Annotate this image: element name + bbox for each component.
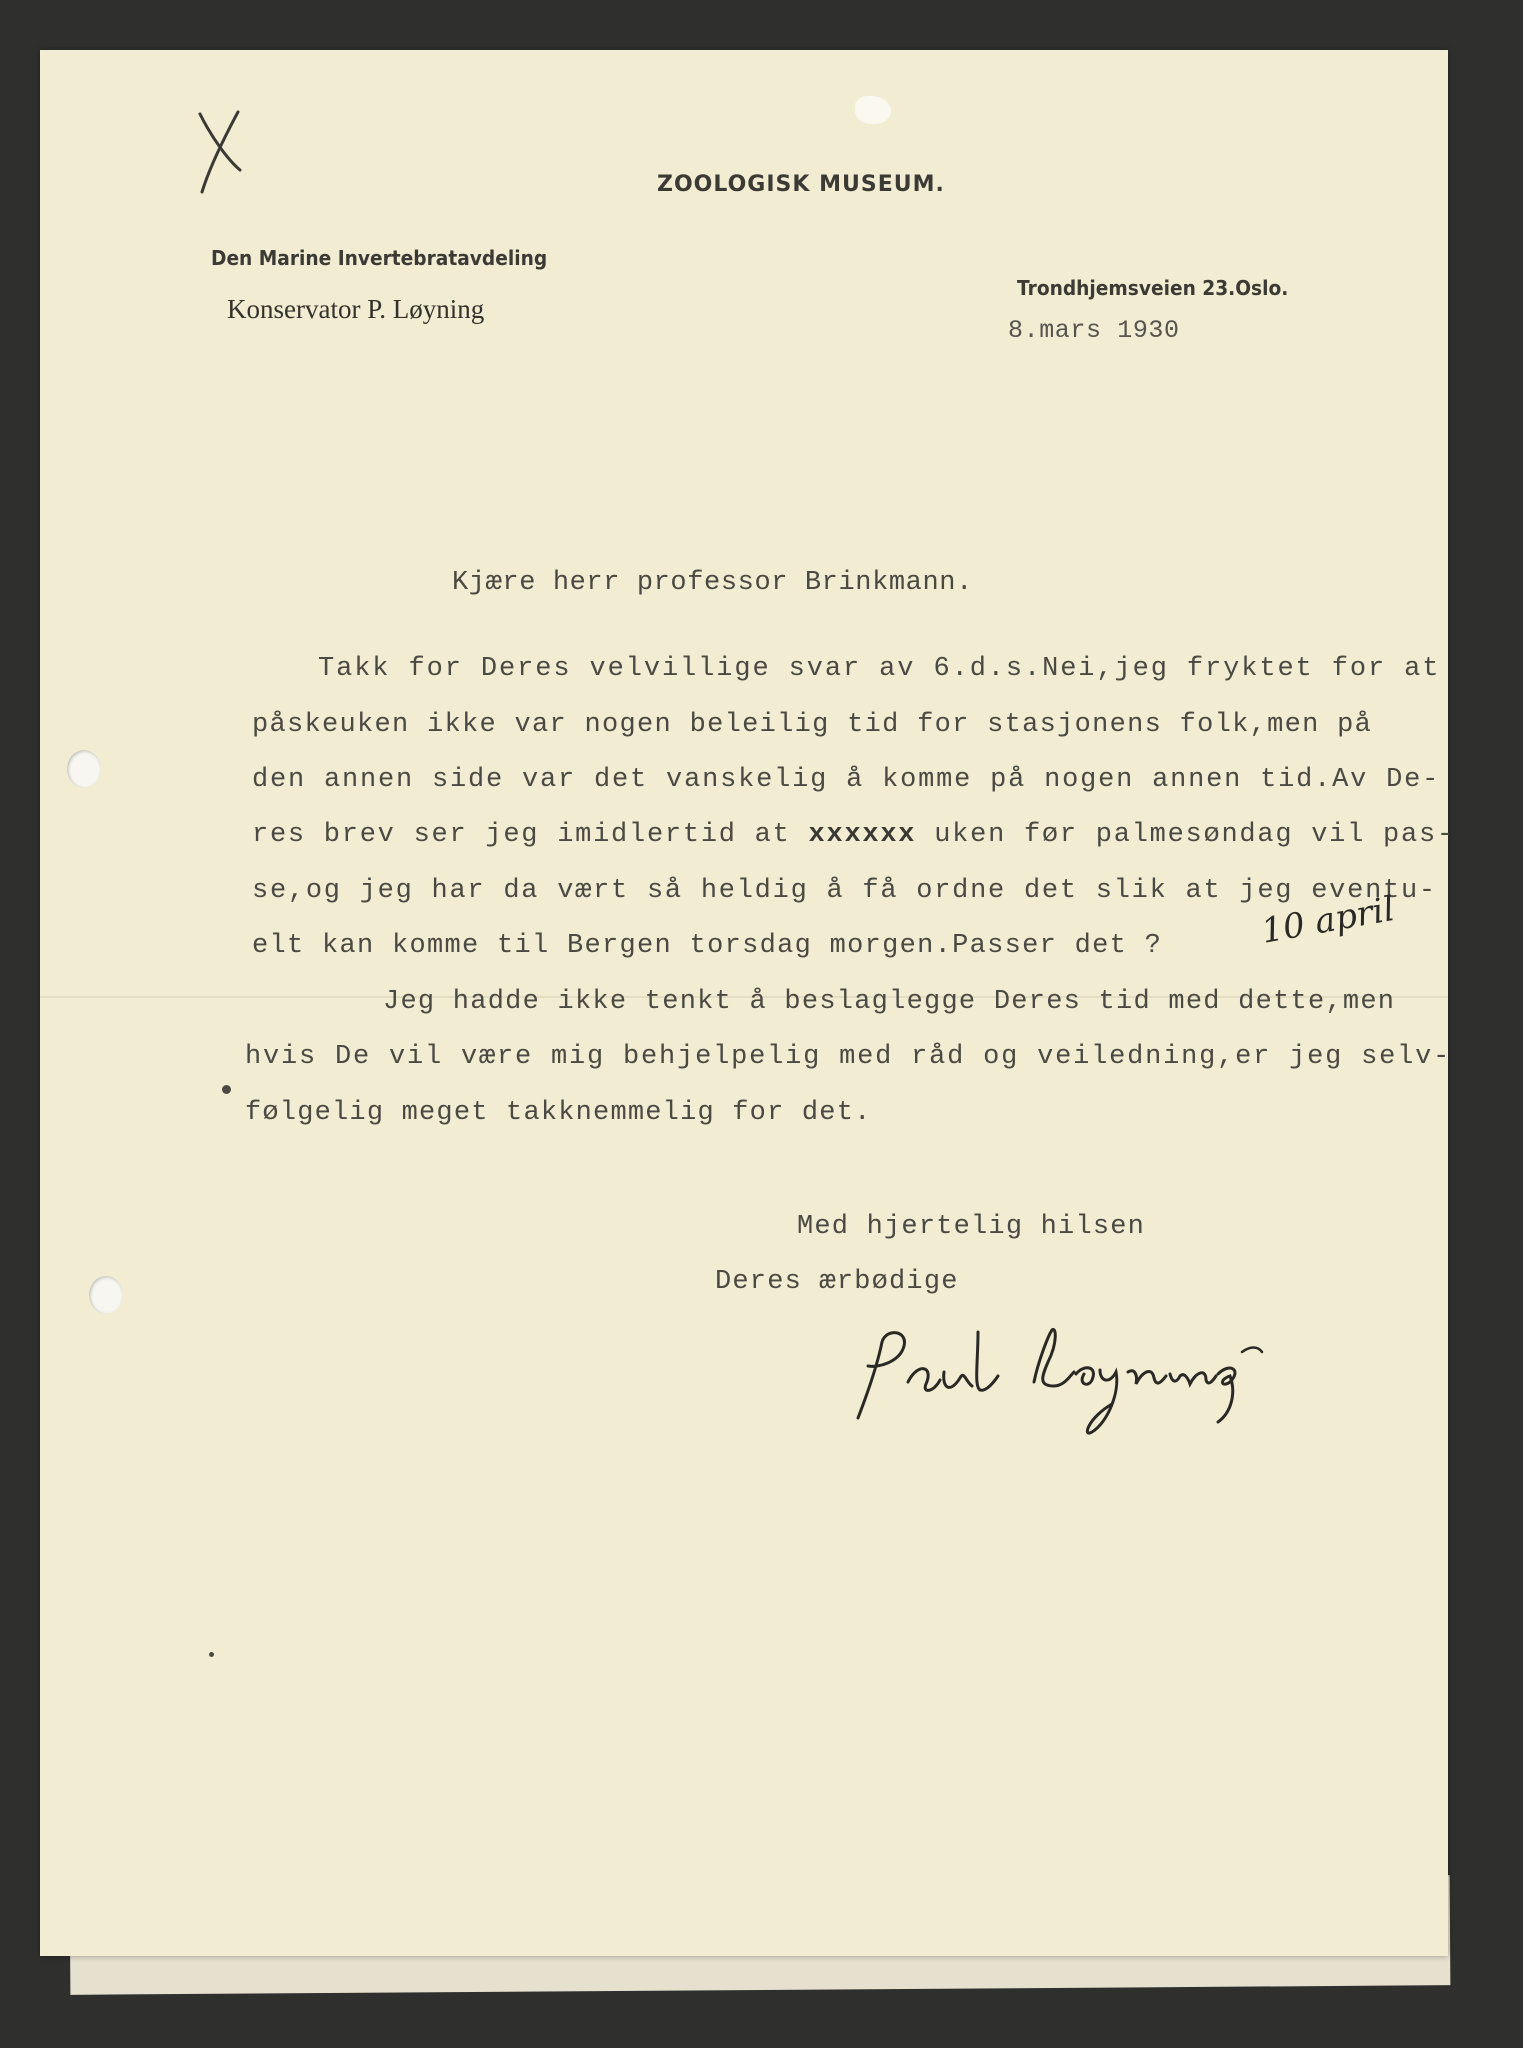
body-line-7: Jeg hadde ikke tenkt å beslaglegge Deres tid med dette,men	[383, 987, 1396, 1017]
body-line-6: elt kan komme til Bergen torsdag morgen.Passer det ?	[252, 931, 1163, 961]
ink-speck	[209, 1652, 214, 1657]
body-line-2: påskeuken ikke var nogen beleilig tid for stasjonens folk,men på	[252, 710, 1373, 740]
body-line-4-end: uken før palmesøndag vil pas-	[934, 820, 1455, 850]
body-line-4-start: res brev ser jeg imidlertid at	[252, 820, 791, 850]
handwritten-signature	[838, 1322, 1288, 1442]
body-line-9: følgelig meget takknemmelig for det.	[245, 1098, 872, 1128]
salutation: Kjære herr professor Brinkmann.	[452, 568, 973, 598]
body-line-1: Takk for Deres velvillige svar av 6.d.s.Nei,jeg fryktet for at	[318, 654, 1441, 684]
body-line-5: se,og jeg har da vært så heldig å få ordne det slik at jeg eventu-	[252, 876, 1437, 906]
department-name: Den Marine Invertebratavdeling	[211, 246, 548, 270]
punch-hole-upper	[67, 750, 101, 788]
punch-hole-lower	[89, 1276, 123, 1314]
body-line-4	[252, 820, 1455, 850]
body-line-3: den annen side var det vanskelig å komme på nogen annen tid.Av De-	[252, 765, 1441, 795]
handwritten-note: 10 april	[1258, 889, 1398, 952]
curator-name: Konservator P. Løyning	[227, 294, 485, 324]
ink-dot	[222, 1085, 231, 1094]
body-line-8: hvis De vil være mig behjelpelig med råd og veiledning,er jeg selv-	[245, 1042, 1452, 1072]
museum-address: Trondhjemsveien 23.Oslo.	[1017, 276, 1289, 300]
letter-date: 8.mars 1930	[1008, 316, 1180, 345]
institution-name: ZOOLOGISK MUSEUM.	[657, 172, 945, 197]
valediction: Deres ærbødige	[715, 1267, 959, 1297]
struck-out-word: xxxxxx	[808, 820, 917, 850]
closing-phrase: Med hjertelig hilsen	[797, 1212, 1146, 1242]
margin-x-mark	[190, 108, 250, 198]
paper-tear	[855, 96, 891, 124]
